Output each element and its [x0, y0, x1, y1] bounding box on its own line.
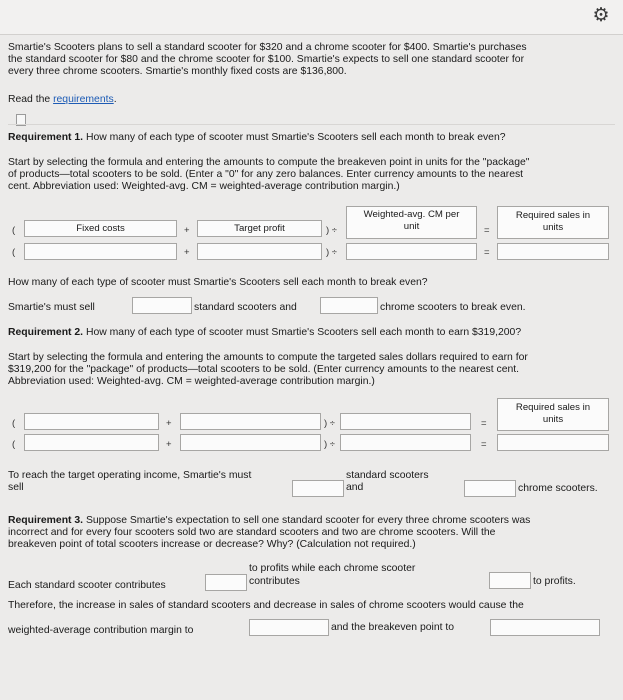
fixed-costs-select[interactable]: [24, 220, 177, 237]
req1-question: How many of each type of scooter must Smartie's Scooters sell each month to break even?: [83, 132, 506, 143]
req2-required-sales-units-input[interactable]: [497, 434, 609, 451]
req3-s6: and the breakeven point to: [331, 622, 455, 633]
intro-line-2: the standard scooter for $80 and the chrome scooter for $100. Smartie's expects to sell one standard scooter for: [8, 54, 525, 65]
standard-scooters-target-input[interactable]: [292, 480, 344, 497]
req2-answer-b1: standard scooters: [346, 470, 429, 481]
section-divider: [8, 124, 615, 125]
req2-denominator-input[interactable]: [340, 434, 471, 451]
req2-required-sales-label-2: units: [542, 414, 564, 425]
divide-sign: ) ÷: [324, 418, 336, 429]
standard-scooters-breakeven-input[interactable]: [132, 297, 192, 314]
req2-answer-a2: sell: [8, 482, 24, 493]
req2-numerator-1-select[interactable]: [24, 413, 159, 430]
req1-inst-2: of products—total scooters to be sold. (Enter a "0" for any zero balances. Enter currency amounts to the nearest: [8, 169, 524, 180]
read-requirements: [8, 94, 117, 106]
req1-answer-prefix: Smartie's must sell: [8, 302, 95, 313]
req3-heading: [8, 515, 530, 527]
gear-icon[interactable]: ⚙: [592, 5, 610, 26]
chrome-contribution-input[interactable]: [489, 572, 531, 589]
cm-change-select[interactable]: [249, 619, 329, 636]
breakeven-change-select[interactable]: [490, 619, 600, 636]
requirements-link[interactable]: requirements: [53, 94, 114, 105]
plus-sign: +: [166, 418, 172, 429]
req2-denominator-select[interactable]: [340, 413, 471, 430]
req3-q2: incorrect and for every four scooters sold two are standard scooters and two are chrome scooters. Will the: [8, 527, 496, 538]
req2-inst-2: $319,200 for the "package" of products—total scooters to be sold. (Enter currency amounts to the nearest cent.: [8, 364, 520, 375]
req3-q1: Suppose Smartie's expectation to sell one standard scooter for every three chrome scooters was: [83, 515, 531, 526]
req1-heading: [8, 132, 506, 144]
plus-sign: +: [184, 225, 190, 236]
req2-required-sales-label-1: Required sales in: [515, 402, 591, 413]
chrome-scooters-target-input[interactable]: [464, 480, 516, 497]
equals-sign: =: [484, 247, 490, 258]
req2-answer-b2: and: [346, 482, 364, 493]
target-profit-select[interactable]: [197, 220, 322, 237]
req2-heading: [8, 327, 521, 339]
plus-sign: +: [184, 247, 190, 258]
req2-inst-1: Start by selecting the formula and entering the amounts to compute the targeted sales dollars required to earn for: [8, 352, 528, 363]
paren-open: (: [12, 247, 16, 258]
required-sales-label-2: units: [542, 222, 564, 233]
req3-s5: weighted-average contribution margin to: [8, 625, 194, 636]
divide-sign: ) ÷: [324, 439, 336, 450]
target-profit-label: Target profit: [234, 223, 285, 234]
top-toolbar: [0, 0, 623, 35]
equals-sign: =: [484, 225, 490, 236]
weighted-avg-cm-label-1: Weighted-avg. CM per: [363, 209, 460, 220]
req1-inst-3: cent. Abbreviation used: Weighted-avg. CM = weighted-average contribution margin.): [8, 181, 400, 192]
weighted-avg-cm-input[interactable]: [346, 243, 477, 260]
req3-s3: to profits.: [533, 576, 576, 587]
weighted-avg-cm-label-2: unit: [403, 221, 420, 232]
paren-open: (: [12, 439, 16, 450]
req3-s2b: contributes: [249, 576, 300, 587]
read-prefix: Read the: [8, 94, 54, 105]
req2-answer-a1: To reach the target operating income, Smartie's must: [8, 470, 252, 481]
paren-open: (: [12, 225, 16, 236]
req2-title: Requirement 2.: [8, 327, 84, 338]
req2-required-sales-units-select[interactable]: [497, 398, 609, 431]
req1-followup: How many of each type of scooter must Smartie's Scooters sell each month to break even?: [8, 277, 428, 288]
intro-line-3: every three chrome scooters. Smartie's monthly fixed costs are $136,800.: [8, 66, 347, 77]
chrome-scooters-breakeven-input[interactable]: [320, 297, 378, 314]
req3-s4: Therefore, the increase in sales of standard scooters and decrease in sales of chrome scooters would cause the: [8, 600, 524, 611]
req3-title: Requirement 3.: [8, 515, 84, 526]
equals-sign: =: [481, 418, 487, 429]
req1-inst-1: Start by selecting the formula and entering the amounts to compute the breakeven point in units for the "package": [8, 157, 530, 168]
req2-inst-3: Abbreviation used: Weighted-avg. CM = weighted-average contribution margin.): [8, 376, 375, 387]
fixed-costs-input[interactable]: [24, 243, 177, 260]
req2-numerator-2-select[interactable]: [180, 413, 321, 430]
read-suffix: .: [113, 94, 117, 105]
standard-contribution-input[interactable]: [205, 574, 247, 591]
intro-line-1: Smartie's Scooters plans to sell a standard scooter for $320 and a chrome scooter for $400. Smartie's purchases: [8, 42, 527, 53]
divide-sign: ) ÷: [326, 247, 338, 258]
target-profit-input[interactable]: [197, 243, 322, 260]
required-sales-label-1: Required sales in: [515, 210, 591, 221]
req1-answer-mid: standard scooters and: [194, 302, 297, 313]
equals-sign: =: [481, 439, 487, 450]
paren-open: (: [12, 418, 16, 429]
weighted-avg-cm-select[interactable]: [346, 206, 477, 239]
req1-title: Requirement 1.: [8, 132, 84, 143]
plus-sign: +: [166, 439, 172, 450]
required-sales-units-input[interactable]: [497, 243, 609, 260]
req2-numerator-2-input[interactable]: [180, 434, 321, 451]
req3-q3: breakeven point of total scooters increase or decrease? Why? (Calculation not required.): [8, 539, 416, 550]
required-sales-units-select[interactable]: [497, 206, 609, 239]
req3-s1: Each standard scooter contributes: [8, 580, 166, 591]
req2-question: How many of each type of scooter must Smartie's Scooters sell each month to earn $319,200?: [83, 327, 522, 338]
req2-answer-c: chrome scooters.: [518, 483, 598, 494]
req1-answer-post: chrome scooters to break even.: [380, 302, 526, 313]
divide-sign: ) ÷: [326, 225, 338, 236]
req3-s2a: to profits while each chrome scooter: [249, 563, 416, 574]
fixed-costs-label: Fixed costs: [76, 223, 125, 234]
req2-numerator-1-input[interactable]: [24, 434, 159, 451]
